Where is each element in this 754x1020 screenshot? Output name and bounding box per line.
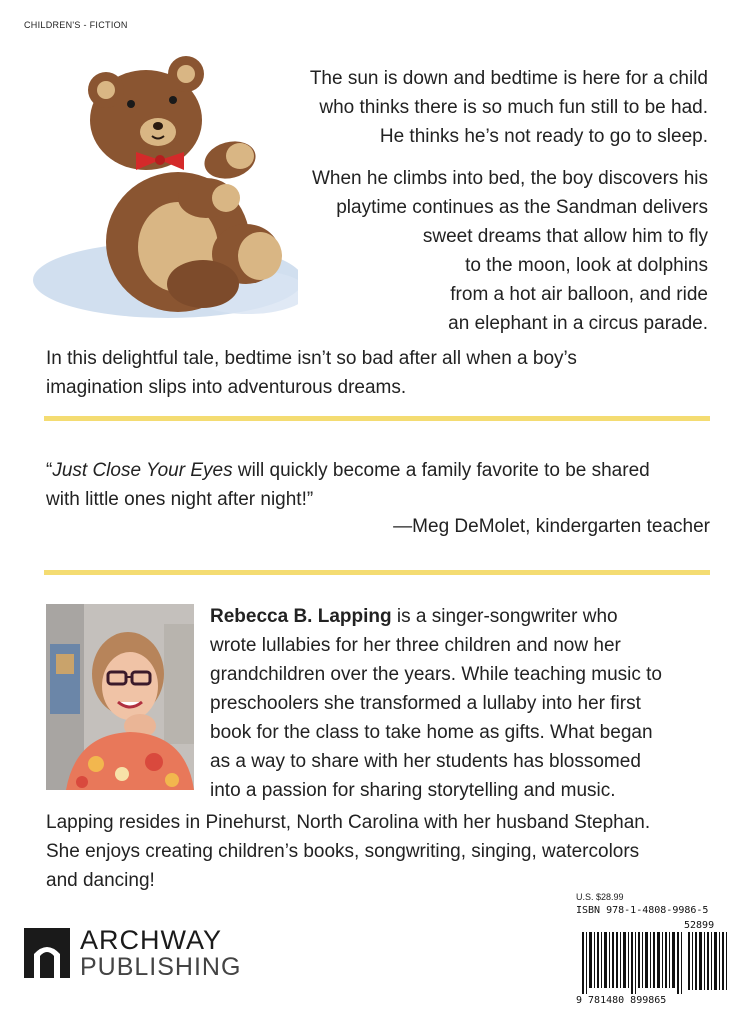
book-title: Just Close Your Eyes xyxy=(52,460,233,481)
text-line: into a passion for sharing storytelling and music. xyxy=(210,780,616,801)
isbn-label: ISBN 978-1-4808-9986-5 xyxy=(576,905,709,916)
divider-rule xyxy=(44,416,710,421)
quote-line-1 xyxy=(46,456,716,485)
text-line: playtime continues as the Sandman delivers xyxy=(336,197,708,218)
intro-paragraph-1 xyxy=(208,64,708,151)
text-line: imagination slips into adventurous dreams. xyxy=(46,377,407,398)
text-line: book for the class to take home as gifts. What began xyxy=(210,722,653,743)
review-quote xyxy=(46,456,716,514)
author-bio xyxy=(210,602,712,805)
quote-text: will quickly become a family favorite to be shared xyxy=(232,460,650,481)
category-label: CHILDREN'S - FICTION xyxy=(24,20,128,30)
text-line: as a way to share with her students has blossomed xyxy=(210,751,641,772)
price-label: U.S. $28.99 xyxy=(576,892,624,902)
author-photo xyxy=(46,604,194,790)
text-line: preschoolers she transformed a lullaby into her first xyxy=(210,693,641,714)
publisher-logo xyxy=(24,926,274,986)
text-line: grandchildren over the years. While teaching music to xyxy=(210,664,663,685)
quote-attribution: —Meg DeMolet, kindergarten teacher xyxy=(393,516,710,537)
text-line: to the moon, look at dolphins xyxy=(465,255,708,276)
text-line: He thinks he’s not ready to go to sleep. xyxy=(379,126,708,147)
text-line: The sun is down and bedtime is here for a child xyxy=(309,68,708,89)
text-line: She enjoys creating children’s books, songwriting, singing, watercolors xyxy=(46,841,640,862)
publisher-subname: PUBLISHING xyxy=(80,953,242,981)
archway-logo-icon xyxy=(24,928,70,978)
intro-paragraph-2 xyxy=(248,164,708,338)
quote-line-2: with little ones night after night!” xyxy=(46,489,314,510)
text-line: When he climbs into bed, the boy discovers his xyxy=(311,168,708,189)
text-line: who thinks there is so much fun still to be had. xyxy=(319,97,708,118)
divider-rule xyxy=(44,570,710,575)
text-line: and dancing! xyxy=(46,870,155,891)
intro-paragraph-3 xyxy=(46,344,716,402)
author-name: Rebecca B. Lapping xyxy=(210,606,392,627)
text-line: wrote lullabies for her three children and now her xyxy=(210,635,621,656)
bio-text: is a singer-songwriter who xyxy=(391,606,618,627)
text-line: from a hot air balloon, and ride xyxy=(450,284,708,305)
text-line: Lapping resides in Pinehurst, North Carolina with her husband Stephan. xyxy=(46,812,651,833)
residence-paragraph xyxy=(46,808,716,895)
text-line: sweet dreams that allow him to fly xyxy=(422,226,708,247)
text-line: an elephant in a circus parade. xyxy=(448,313,708,334)
addon-digits: 52899 xyxy=(684,920,715,931)
isbn-barcode xyxy=(576,892,736,1008)
publisher-name: ARCHWAY xyxy=(80,925,222,955)
bio-line-1 xyxy=(210,602,712,631)
barcode-bars xyxy=(576,932,736,994)
text-line: In this delightful tale, bedtime isn’t so bad after all when a boy’s xyxy=(46,348,577,369)
open-quote: “ xyxy=(46,460,53,481)
ean-digits: 9 781480 899865 xyxy=(576,995,667,1006)
